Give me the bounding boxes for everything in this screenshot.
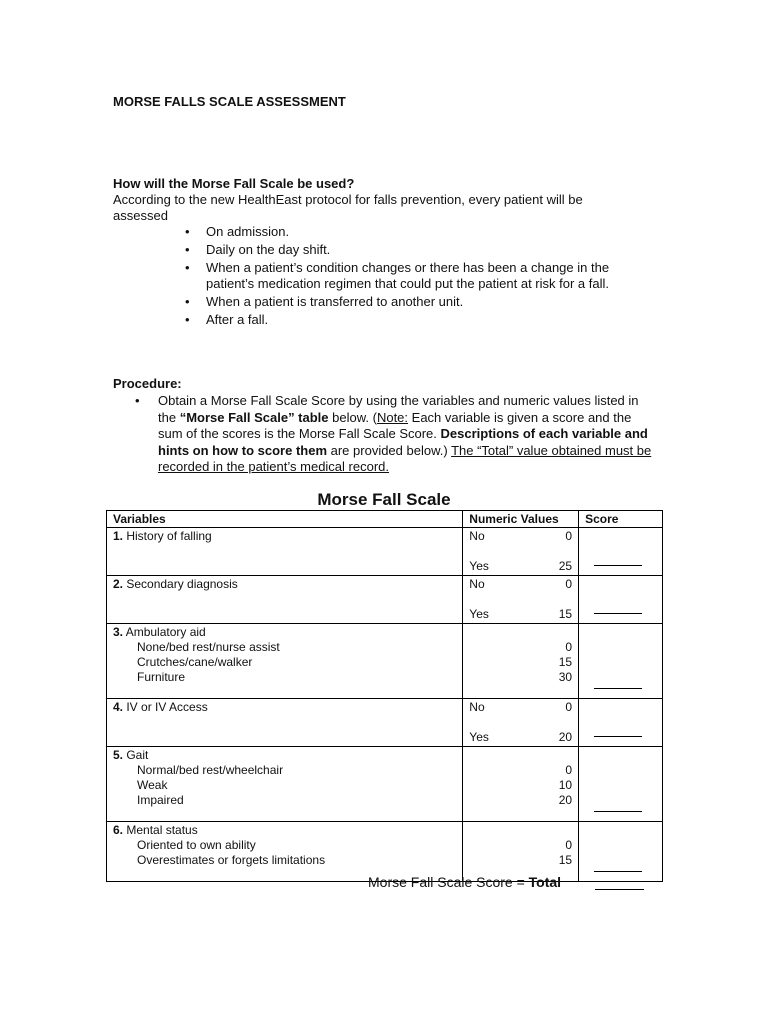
table-row: [107, 747, 663, 822]
morse-fall-scale-table: [106, 510, 663, 882]
value-number: 0: [565, 640, 573, 654]
score-cell: [579, 576, 663, 624]
value-option-label: No: [469, 529, 485, 543]
document-title: MORSE FALLS SCALE ASSESSMENT: [113, 94, 346, 109]
variable-name: Ambulatory aid: [123, 625, 206, 639]
value-number: 15: [558, 853, 573, 867]
value-option-label: No: [469, 577, 485, 591]
variable-label: [113, 823, 456, 838]
variable-number: 5.: [113, 748, 124, 762]
variable-number: 3.: [113, 625, 124, 639]
value-number: 20: [558, 793, 573, 807]
value-number: 20: [558, 730, 573, 744]
total-line: [368, 874, 561, 890]
procedure-underlined-text: The “Total” value obtained must be recorded in the patient’s medical record.: [158, 442, 652, 474]
usage-item: • On admission.: [185, 224, 655, 240]
variable-name: Gait: [123, 748, 149, 762]
variable-option: Crutches/cane/walker: [137, 655, 253, 669]
value-option-label: Yes: [469, 730, 489, 744]
score-cell: [579, 624, 663, 699]
value-number: [569, 823, 572, 838]
value-line: [469, 577, 572, 592]
table-row: [107, 822, 663, 882]
value-number: [569, 715, 572, 730]
value-number: [569, 544, 572, 559]
value-number: 0: [565, 577, 573, 591]
variable-cell: [107, 624, 463, 699]
procedure-text: below. (: [328, 409, 377, 425]
score-blank[interactable]: [594, 811, 642, 812]
procedure-bold-text: Descriptions of each variable and hints on how to score them: [158, 426, 648, 458]
table-row: [107, 624, 663, 699]
score-blank[interactable]: [594, 565, 642, 566]
intro-text: According to the new HealthEast protocol for falls prevention, every patient will be assessed: [113, 192, 583, 223]
value-number: 15: [558, 607, 573, 621]
variable-label: [113, 625, 456, 640]
numeric-values-cell: [463, 576, 579, 624]
value-number: 0: [565, 700, 573, 714]
variable-label: [113, 700, 456, 715]
variable-number: 1.: [113, 529, 124, 543]
value-line: [469, 700, 572, 715]
variable-number: 2.: [113, 577, 124, 591]
variable-label: [113, 577, 456, 592]
variable-cell: [107, 747, 463, 822]
variable-cell: [107, 699, 463, 747]
score-blank[interactable]: [594, 736, 642, 737]
procedure-note-label: Note:: [376, 409, 409, 425]
numeric-values-cell: [463, 822, 579, 882]
usage-heading: How will the Morse Fall Scale be used?: [113, 176, 355, 191]
usage-list: [185, 224, 655, 330]
value-line: [469, 655, 572, 670]
variable-option: Impaired: [137, 793, 184, 807]
procedure-list: [135, 393, 655, 476]
procedure-text: Each variable is given a score and the sum of the scores is the Morse Fall Scale Score.: [158, 409, 632, 441]
variable-option: Weak: [137, 778, 168, 792]
procedure-table-ref: “Morse Fall Scale” table: [179, 409, 329, 425]
table-header-row: [107, 511, 663, 528]
value-option-label: Yes: [469, 607, 489, 621]
value-number: [569, 748, 572, 763]
variable-option: None/bed rest/nurse assist: [137, 640, 280, 654]
variable-cell: [107, 576, 463, 624]
table-row: [107, 576, 663, 624]
value-number: 25: [558, 559, 573, 573]
header-numeric-values: Numeric Values: [463, 511, 579, 528]
variable-number: 6.: [113, 823, 124, 837]
value-line: [469, 592, 572, 607]
value-line: [469, 853, 572, 868]
usage-item: • After a fall.: [185, 312, 655, 328]
numeric-values-cell: [463, 528, 579, 576]
numeric-values-cell: [463, 747, 579, 822]
value-number: 30: [558, 670, 573, 684]
score-blank[interactable]: [594, 688, 642, 689]
value-line: [469, 823, 572, 838]
score-cell: [579, 528, 663, 576]
total-bold-label: Total: [528, 874, 562, 890]
procedure-heading: Procedure:: [113, 376, 182, 391]
value-line: [469, 670, 572, 685]
value-number: 0: [565, 838, 573, 852]
variable-name: History of falling: [123, 529, 212, 543]
value-number: 10: [558, 778, 573, 792]
table-row: [107, 699, 663, 747]
variable-label: [113, 529, 456, 544]
score-cell: [579, 822, 663, 882]
variable-cell: [107, 822, 463, 882]
numeric-values-cell: [463, 624, 579, 699]
score-blank[interactable]: [594, 871, 642, 872]
variable-name: Secondary diagnosis: [123, 577, 238, 591]
variable-number: 4.: [113, 700, 124, 714]
value-number: 15: [558, 655, 573, 669]
value-number: [569, 625, 572, 640]
procedure-text: are provided below.): [327, 442, 452, 458]
numeric-values-cell: [463, 699, 579, 747]
variable-name: IV or IV Access: [123, 700, 208, 714]
value-line: [469, 730, 572, 745]
variable-option: Overestimates or forgets limitations: [137, 853, 326, 867]
value-number: 0: [565, 529, 573, 543]
value-line: [469, 715, 572, 730]
variable-label: [113, 748, 456, 763]
value-line: [469, 793, 572, 808]
value-line: [469, 838, 572, 853]
header-variables: Variables: [107, 511, 463, 528]
value-number: 0: [565, 763, 573, 777]
value-number: [569, 592, 572, 607]
value-line: [469, 607, 572, 622]
header-score: Score: [579, 511, 663, 528]
usage-item: • When a patient is transferred to another unit.: [185, 294, 655, 310]
score-blank[interactable]: [594, 613, 642, 614]
value-line: [469, 778, 572, 793]
table-row: [107, 528, 663, 576]
value-option-label: Yes: [469, 559, 489, 573]
value-line: [469, 559, 572, 574]
value-option-label: No: [469, 700, 485, 714]
value-line: [469, 529, 572, 544]
value-line: [469, 544, 572, 559]
value-line: [469, 763, 572, 778]
total-score-blank[interactable]: [595, 889, 644, 890]
score-cell: [579, 747, 663, 822]
total-label: Morse Fall Scale Score =: [368, 874, 529, 890]
procedure-text: Obtain a Morse Fall Scale Score by using the variables and numeric values listed in the: [158, 393, 639, 425]
variable-option: Furniture: [137, 670, 186, 684]
variable-name: Mental status: [123, 823, 198, 837]
procedure-item: [135, 393, 655, 476]
value-line: [469, 748, 572, 763]
score-cell: [579, 699, 663, 747]
value-line: [469, 625, 572, 640]
variable-cell: [107, 528, 463, 576]
value-line: [469, 640, 572, 655]
variable-option: Oriented to own ability: [137, 838, 256, 852]
usage-item: • Daily on the day shift.: [185, 242, 655, 258]
usage-item: • When a patient’s condition changes or there has been a change in the patient’s medication regimen that could put the patient at risk for a fall.: [185, 260, 655, 292]
table-title: Morse Fall Scale: [317, 490, 451, 509]
variable-option: Normal/bed rest/wheelchair: [137, 763, 284, 777]
